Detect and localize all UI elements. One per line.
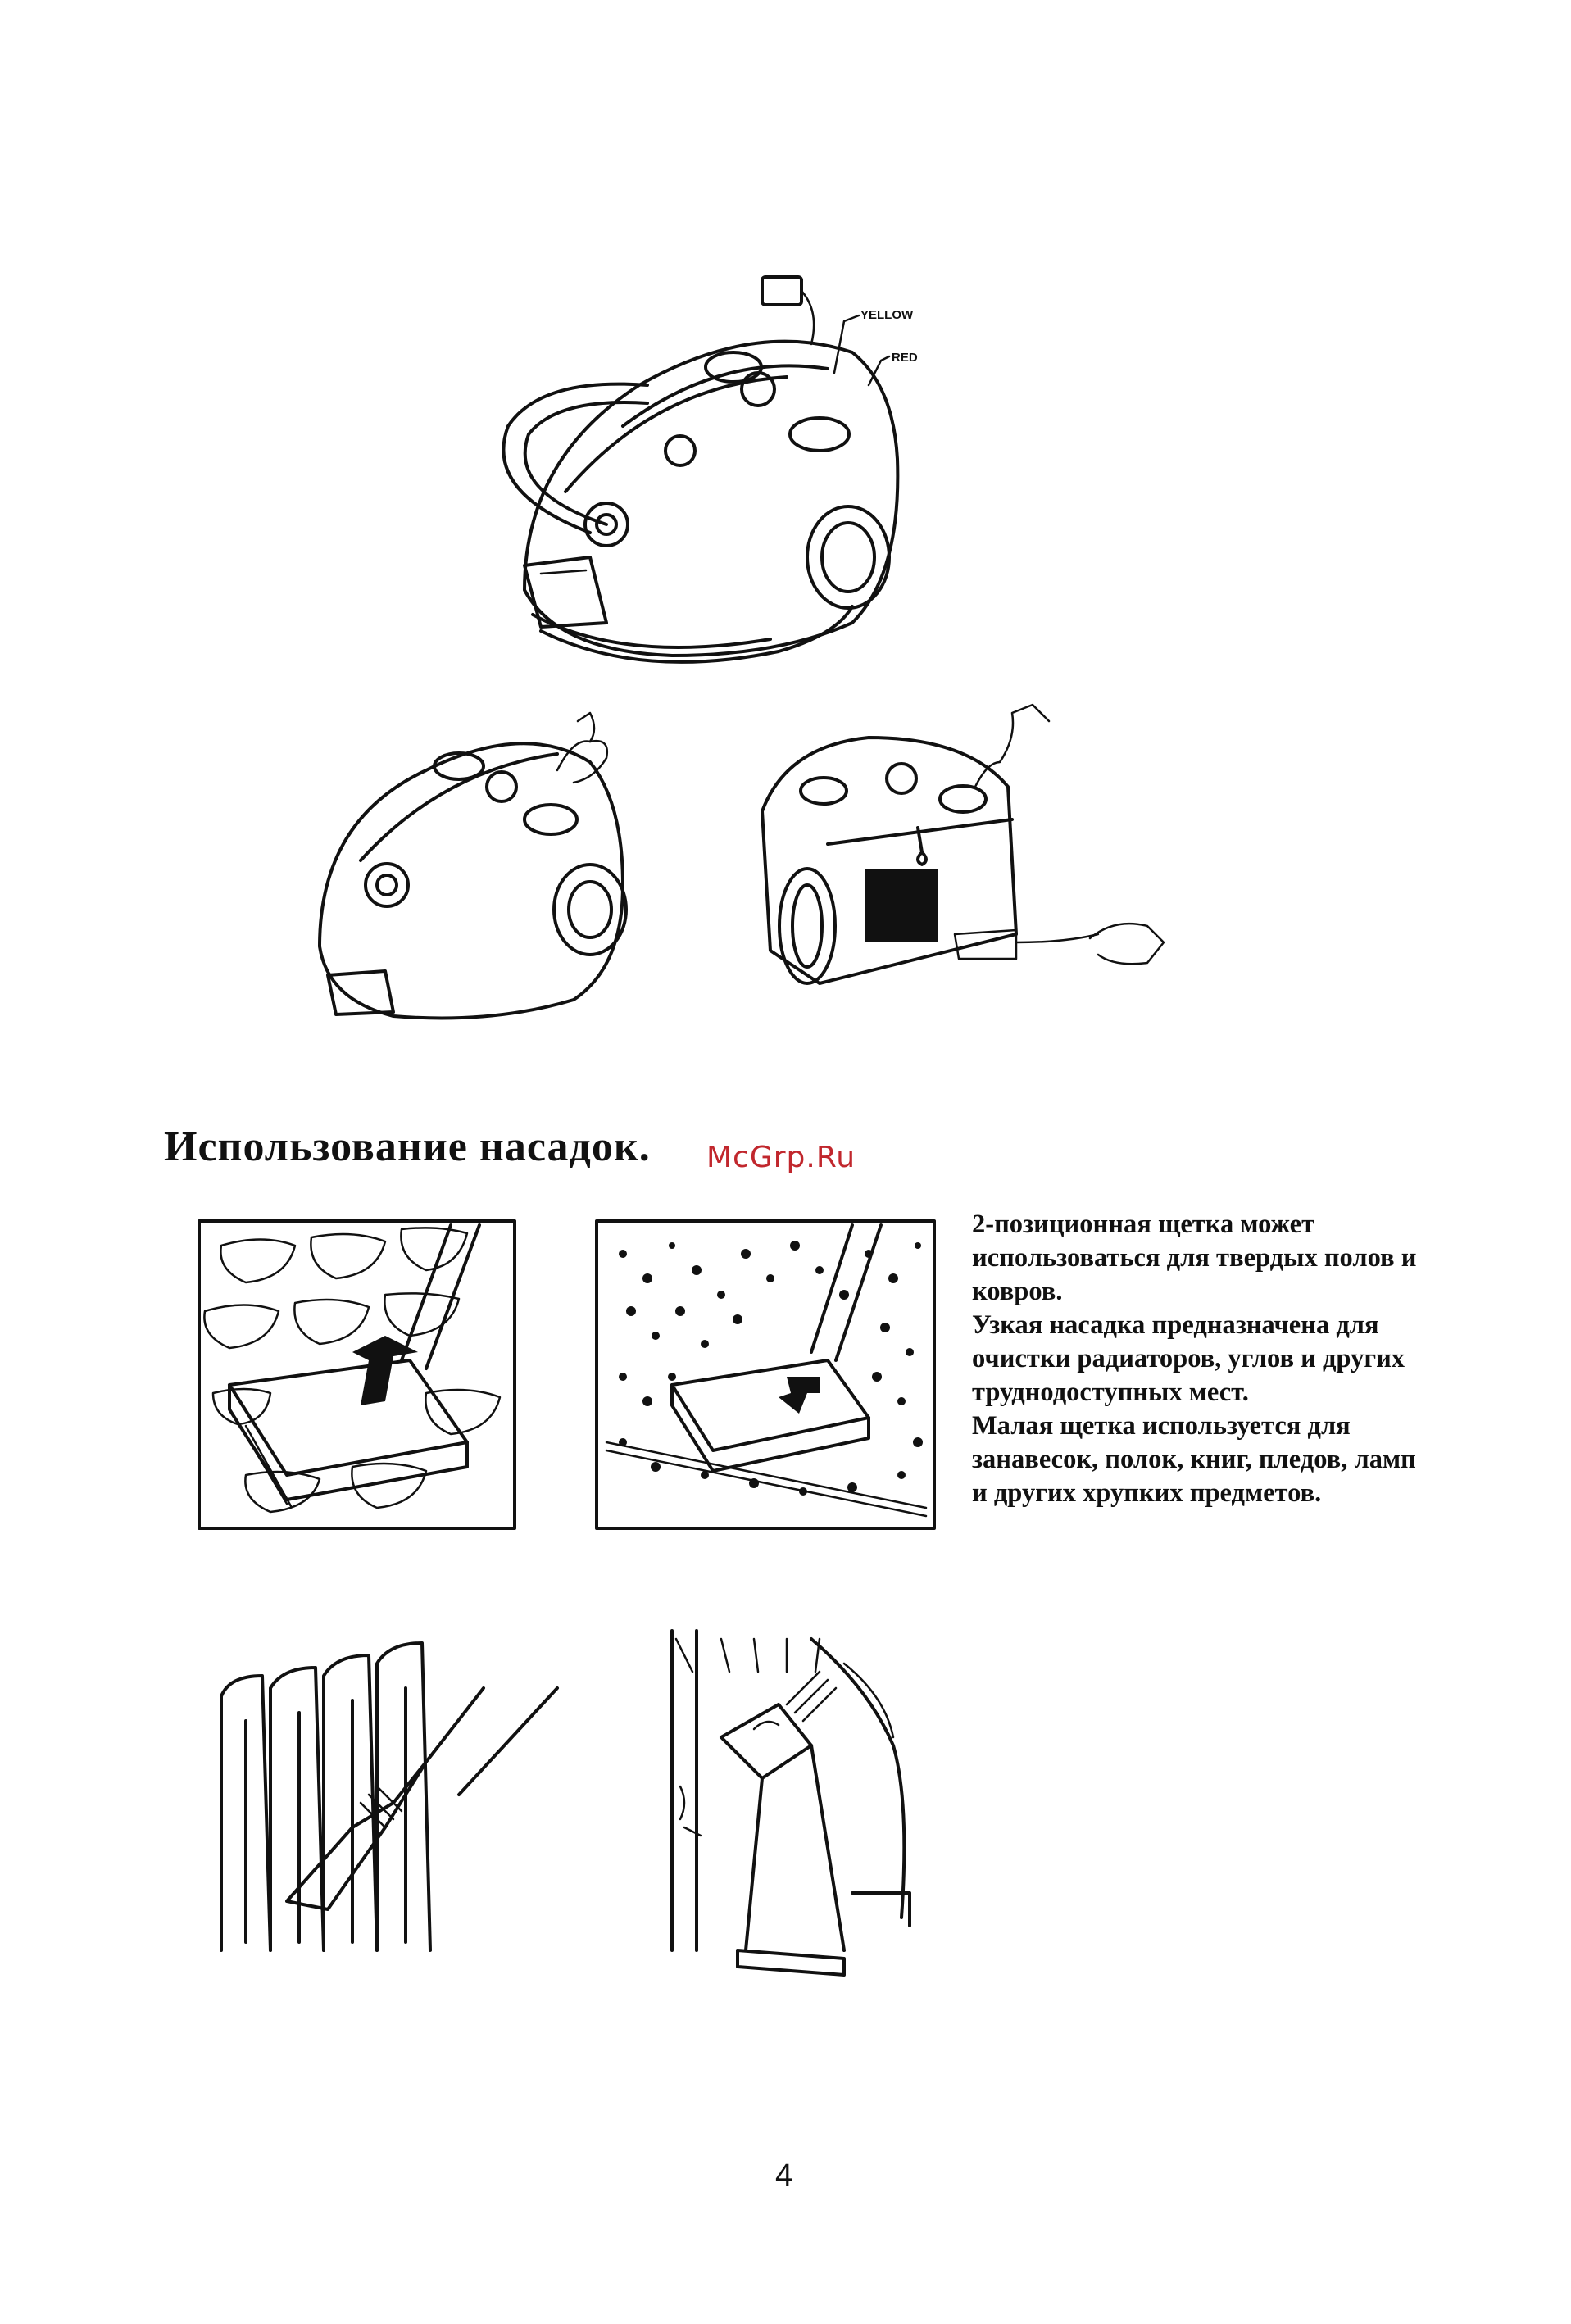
description-line: занавесок, полок, книг, пледов, ламп xyxy=(972,1445,1416,1474)
watermark: McGrp.Ru xyxy=(706,1141,856,1174)
section-heading: Использование насадок. xyxy=(164,1123,651,1170)
description-line: и других хрупких предметов. xyxy=(972,1478,1322,1508)
description-line: использоваться для твердых полов и xyxy=(972,1243,1417,1273)
page-number: 4 xyxy=(775,2158,793,2193)
red-cord-label: RED xyxy=(892,351,918,365)
description-line: Узкая насадка предназначена для xyxy=(972,1310,1379,1340)
attachments-description xyxy=(972,1208,1546,1510)
description-line: ковров. xyxy=(972,1277,1063,1306)
yellow-cord-label: YELLOW xyxy=(860,308,914,322)
description-line: очистки радиаторов, углов и других xyxy=(972,1344,1405,1373)
description-line: 2-позиционная щетка может xyxy=(972,1210,1315,1239)
description-line: Малая щетка используется для xyxy=(972,1411,1351,1441)
description-line: труднодоступных мест. xyxy=(972,1378,1249,1407)
